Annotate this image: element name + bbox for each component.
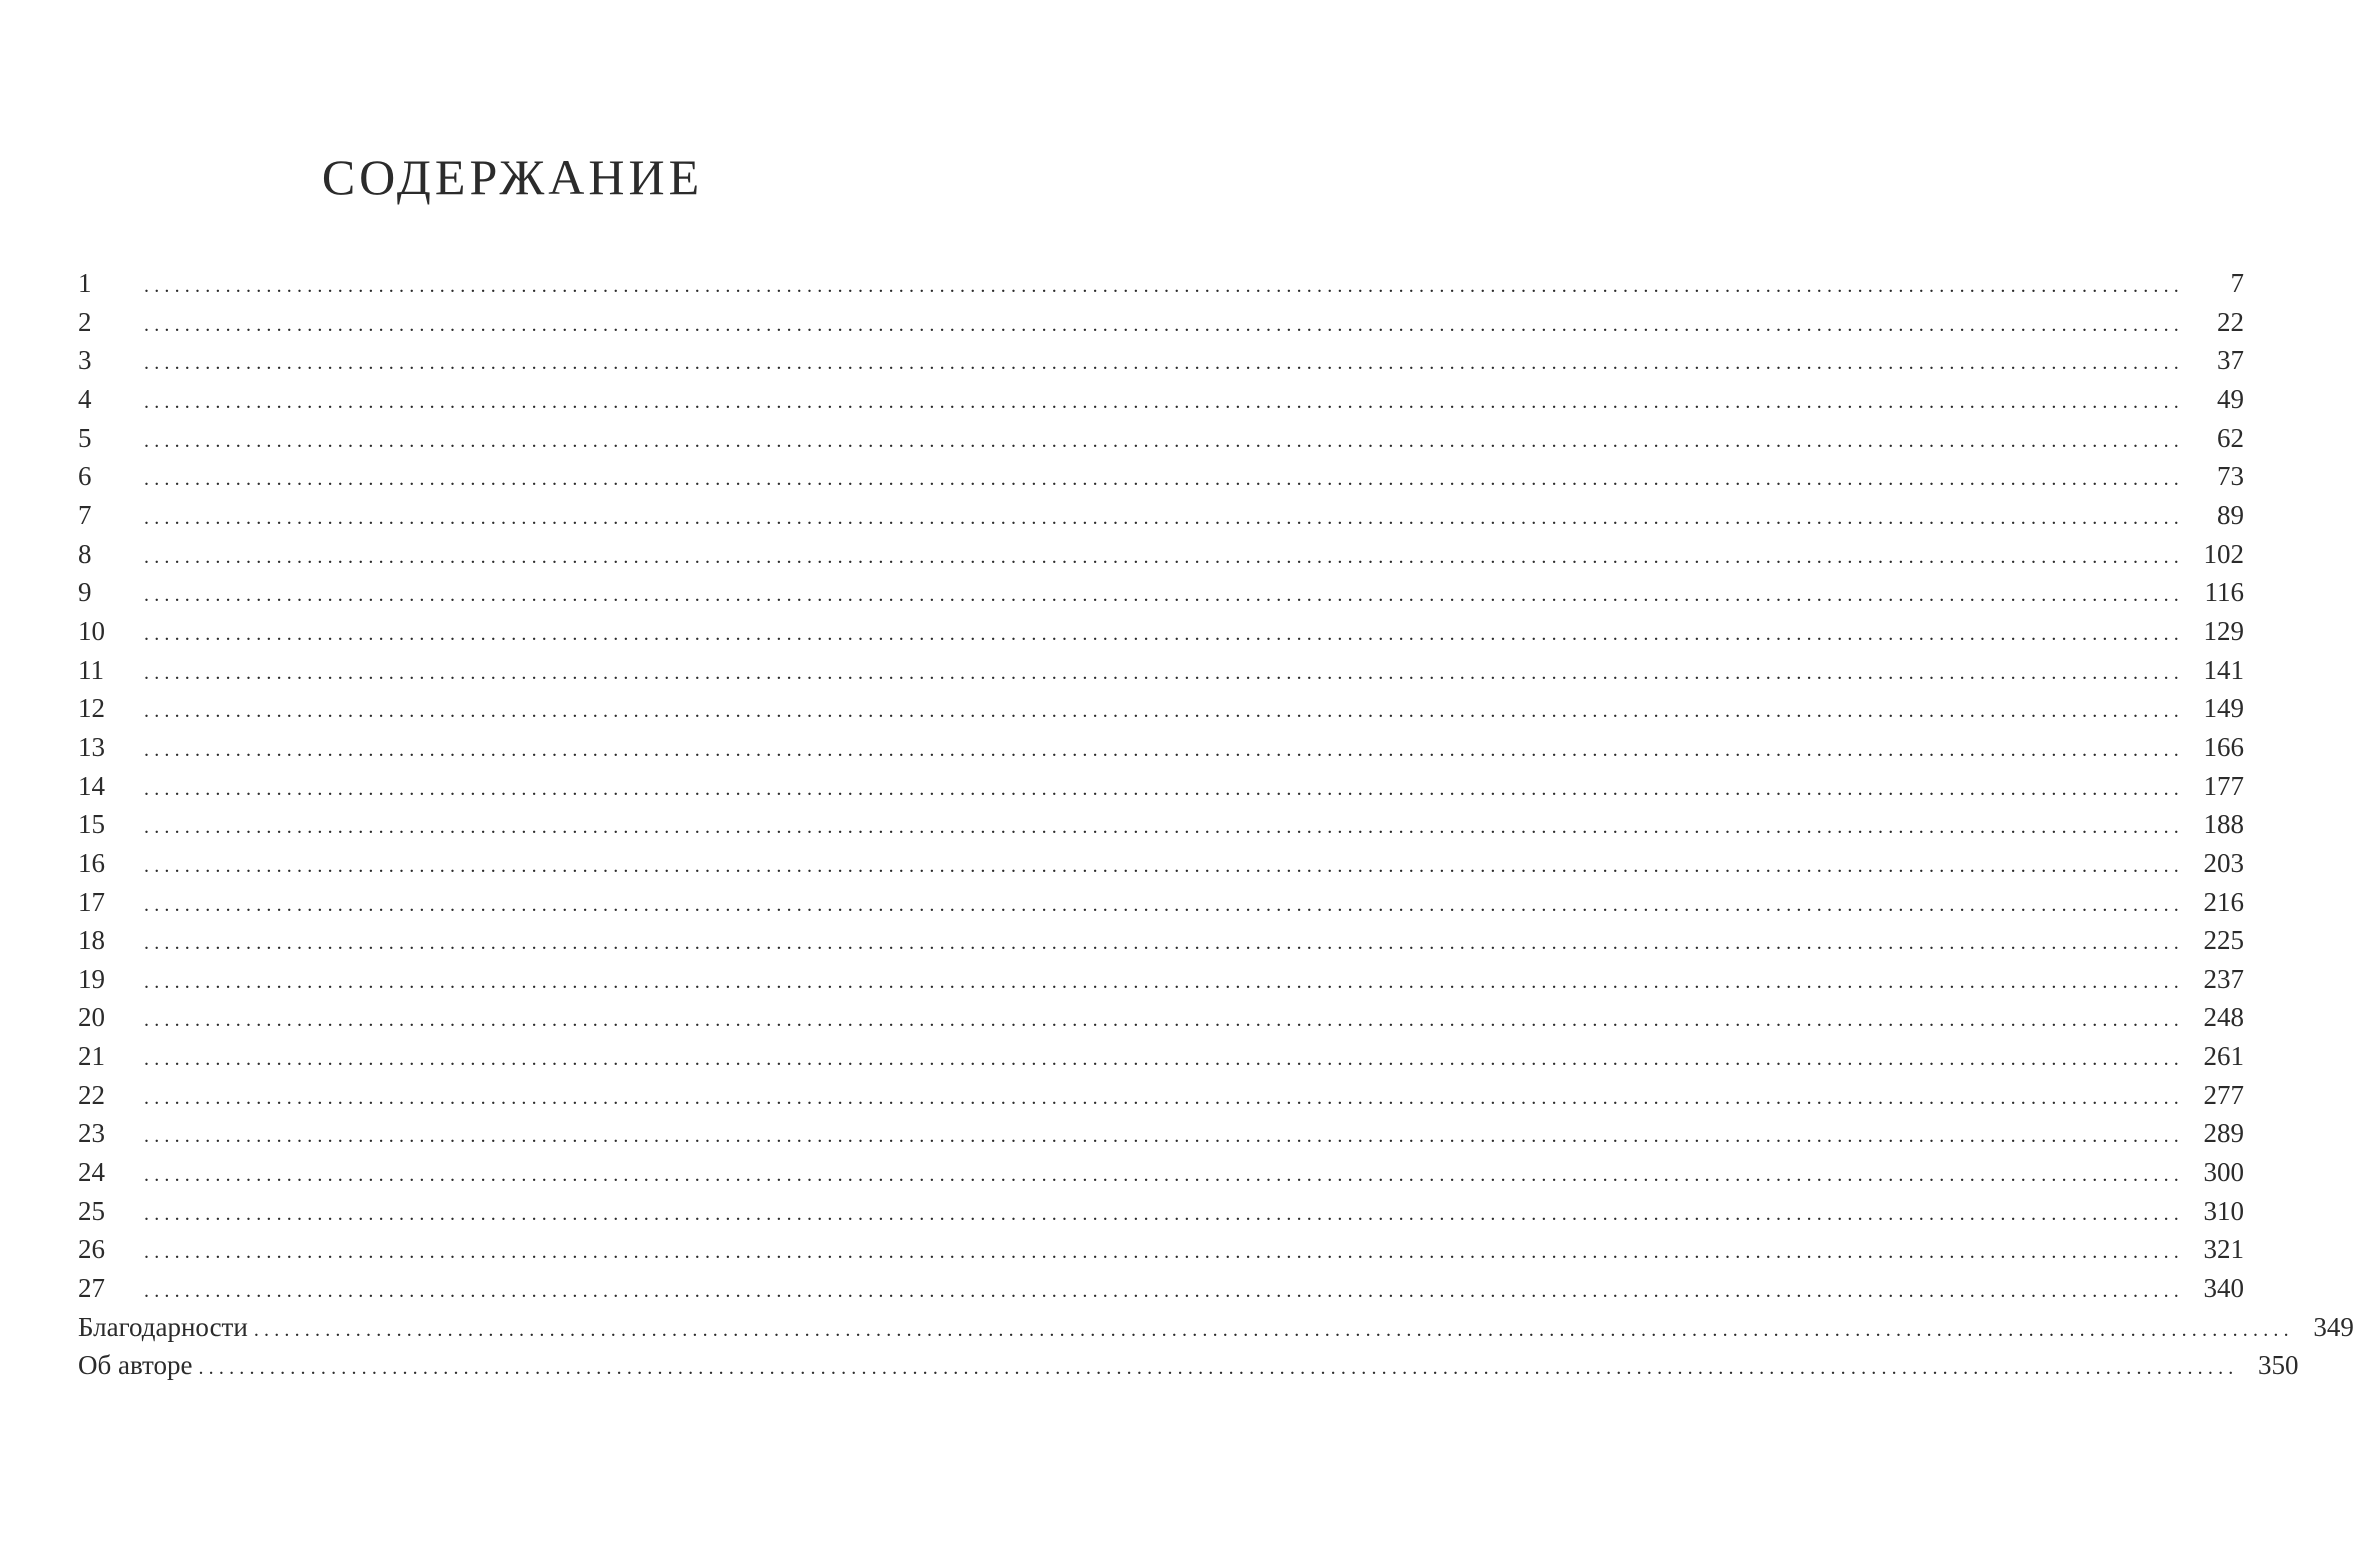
toc-entry-label: 26	[78, 1234, 105, 1265]
dot-leader: ........................................................................................................................................................................................................	[144, 816, 2184, 839]
toc-entry-label: 5	[78, 422, 92, 453]
dot-leader: ........................................................................................................................................................................................................	[144, 1202, 2184, 1225]
page-title: СОДЕРЖАНИЕ	[321, 149, 704, 205]
dot-leader: ........................................................................................................................................................................................................	[144, 545, 2184, 568]
toc-entry-label: 12	[78, 693, 105, 724]
toc-entry-page-number: 225	[2203, 925, 2244, 956]
toc-entry-label: 11	[78, 654, 104, 685]
toc-entry-page-number: 177	[2203, 770, 2244, 801]
dot-leader: ........................................................................................................................................................................................................	[144, 1048, 2184, 1071]
toc-entry-page-number: 261	[2203, 1041, 2244, 1072]
toc-entry	[78, 844, 2244, 883]
dot-leader: ........................................................................................................................................................................................................	[144, 390, 2184, 413]
toc-entry-page-number: 277	[2203, 1079, 2244, 1110]
dot-leader: ........................................................................................................................................................................................................	[144, 429, 2184, 452]
toc-entry-page-number: 216	[2203, 886, 2244, 917]
toc-entry-page-number: 102	[2203, 538, 2244, 569]
toc-entry-label: 21	[78, 1041, 105, 1072]
toc-entry	[78, 1076, 2244, 1115]
toc-entry	[78, 419, 2244, 458]
toc-entry-page-number: 349	[2313, 1311, 2354, 1342]
toc-entry	[78, 728, 2244, 767]
toc-entry	[78, 457, 2244, 496]
dot-leader: ........................................................................................................................................................................................................	[144, 893, 2184, 916]
dot-leader: ........................................................................................................................................................................................................	[198, 1357, 2239, 1380]
toc-entry-label: 2	[78, 306, 92, 337]
toc-entry-label: 6	[78, 461, 92, 492]
toc-entry-label: 15	[78, 809, 105, 840]
toc-entry	[78, 921, 2244, 960]
toc-entry	[78, 1153, 2244, 1192]
toc-entry	[78, 264, 2244, 303]
toc-entry-page-number: 350	[2257, 1350, 2299, 1381]
dot-leader: ........................................................................................................................................................................................................	[144, 1009, 2184, 1032]
dot-leader: ........................................................................................................................................................................................................	[144, 313, 2184, 336]
toc-entry-page-number: 289	[2203, 1118, 2244, 1149]
toc-entry-label: 3	[78, 345, 92, 376]
toc-entry	[78, 1192, 2244, 1231]
dot-leader: ........................................................................................................................................................................................................	[144, 970, 2184, 993]
dot-leader: ........................................................................................................................................................................................................	[144, 700, 2184, 723]
toc-entry-label: 23	[78, 1118, 105, 1149]
toc-entry-page-number: 237	[2203, 963, 2244, 994]
toc-entry-label: 17	[78, 886, 105, 917]
dot-leader: ........................................................................................................................................................................................................	[144, 506, 2184, 529]
toc-entry	[78, 341, 2244, 380]
toc-entry-page-number: 62	[2217, 422, 2244, 453]
toc-entry	[78, 805, 2244, 844]
dot-leader: ........................................................................................................................................................................................................	[144, 622, 2184, 645]
toc-entry-page-number: 22	[2217, 306, 2244, 337]
toc-entry-label: 25	[78, 1195, 105, 1226]
toc-entry-page-number: 340	[2203, 1273, 2244, 1304]
dot-leader: ........................................................................................................................................................................................................	[144, 1280, 2184, 1303]
toc-entry-label: 1	[78, 268, 92, 298]
toc-entry	[78, 496, 2244, 535]
toc-entry-page-number: 248	[2203, 1002, 2244, 1033]
toc-entry	[78, 573, 2244, 612]
dot-leader: ........................................................................................................................................................................................................	[144, 661, 2184, 684]
dot-leader: ........................................................................................................................................................................................................	[253, 1318, 2294, 1341]
toc-entry	[78, 651, 2244, 690]
dot-leader: ........................................................................................................................................................................................................	[144, 468, 2184, 491]
toc-entry-page-number: 203	[2203, 847, 2244, 878]
toc-entry	[78, 883, 2244, 922]
toc-entry	[78, 380, 2244, 419]
toc-entry-page-number: 188	[2203, 809, 2244, 840]
toc-entry	[78, 535, 2244, 574]
toc-entry-page-number: 37	[2217, 345, 2244, 376]
dot-leader: ........................................................................................................................................................................................................	[144, 1164, 2184, 1187]
toc-entry	[78, 612, 2244, 651]
toc-entry-label: 14	[78, 770, 105, 801]
toc-entry	[78, 998, 2244, 1037]
toc-entry-label: 9	[78, 577, 92, 608]
dot-leader: ........................................................................................................................................................................................................	[144, 1125, 2184, 1148]
toc-entry-label: 4	[78, 383, 92, 414]
toc-entry-page-number: 321	[2203, 1234, 2244, 1265]
toc-entry-page-number: 7	[2230, 268, 2244, 298]
toc-entry	[78, 1114, 2244, 1153]
dot-leader: ........................................................................................................................................................................................................	[144, 738, 2184, 761]
toc-entry-label: 19	[78, 963, 105, 994]
toc-entry	[78, 960, 2244, 999]
toc-entry-label: 24	[78, 1157, 105, 1188]
dot-leader: ........................................................................................................................................................................................................	[144, 854, 2184, 877]
toc-entry	[78, 1037, 2244, 1076]
dot-leader: ........................................................................................................................................................................................................	[144, 275, 2184, 297]
toc-entry-label: 10	[78, 615, 105, 646]
dot-leader: ........................................................................................................................................................................................................	[144, 1241, 2184, 1264]
toc-entry	[78, 689, 2244, 728]
dot-leader: ........................................................................................................................................................................................................	[144, 932, 2184, 955]
toc-entry-page-number: 116	[2204, 577, 2244, 608]
toc-entry-page-number: 73	[2217, 461, 2244, 492]
toc-entry-page-number: 166	[2203, 731, 2244, 762]
toc-entry	[78, 1346, 2299, 1385]
dot-leader: ........................................................................................................................................................................................................	[144, 1086, 2184, 1109]
toc-entry	[78, 1269, 2244, 1308]
toc-entry-page-number: 49	[2217, 383, 2244, 414]
toc-entry-label: 18	[78, 925, 105, 956]
toc-entry-label: 8	[78, 538, 92, 569]
toc-entry-page-number: 149	[2203, 693, 2244, 724]
toc-entry	[78, 767, 2244, 806]
toc-entry-page-number: 89	[2217, 499, 2244, 530]
toc-entry-label: Об авторе	[78, 1350, 193, 1381]
dot-leader: ........................................................................................................................................................................................................	[144, 584, 2184, 607]
toc-entry-label: 7	[78, 499, 92, 530]
toc-entry-page-number: 300	[2203, 1157, 2244, 1188]
toc-entry-label: 20	[78, 1002, 105, 1033]
toc-entry-page-number: 141	[2203, 654, 2244, 685]
table-of-contents	[78, 264, 2354, 1385]
toc-entry-label: 13	[78, 731, 105, 762]
toc-entry-label: 22	[78, 1079, 105, 1110]
dot-leader: ........................................................................................................................................................................................................	[144, 777, 2184, 800]
toc-entry	[78, 303, 2244, 342]
toc-entry-label: 27	[78, 1273, 105, 1304]
toc-entry	[78, 1308, 2354, 1347]
toc-entry-page-number: 129	[2203, 615, 2244, 646]
toc-entry	[78, 1230, 2244, 1269]
toc-entry-page-number: 310	[2203, 1195, 2244, 1226]
dot-leader: ........................................................................................................................................................................................................	[144, 352, 2184, 375]
toc-entry-label: 16	[78, 847, 105, 878]
toc-entry-label: Благодарности	[78, 1311, 248, 1342]
